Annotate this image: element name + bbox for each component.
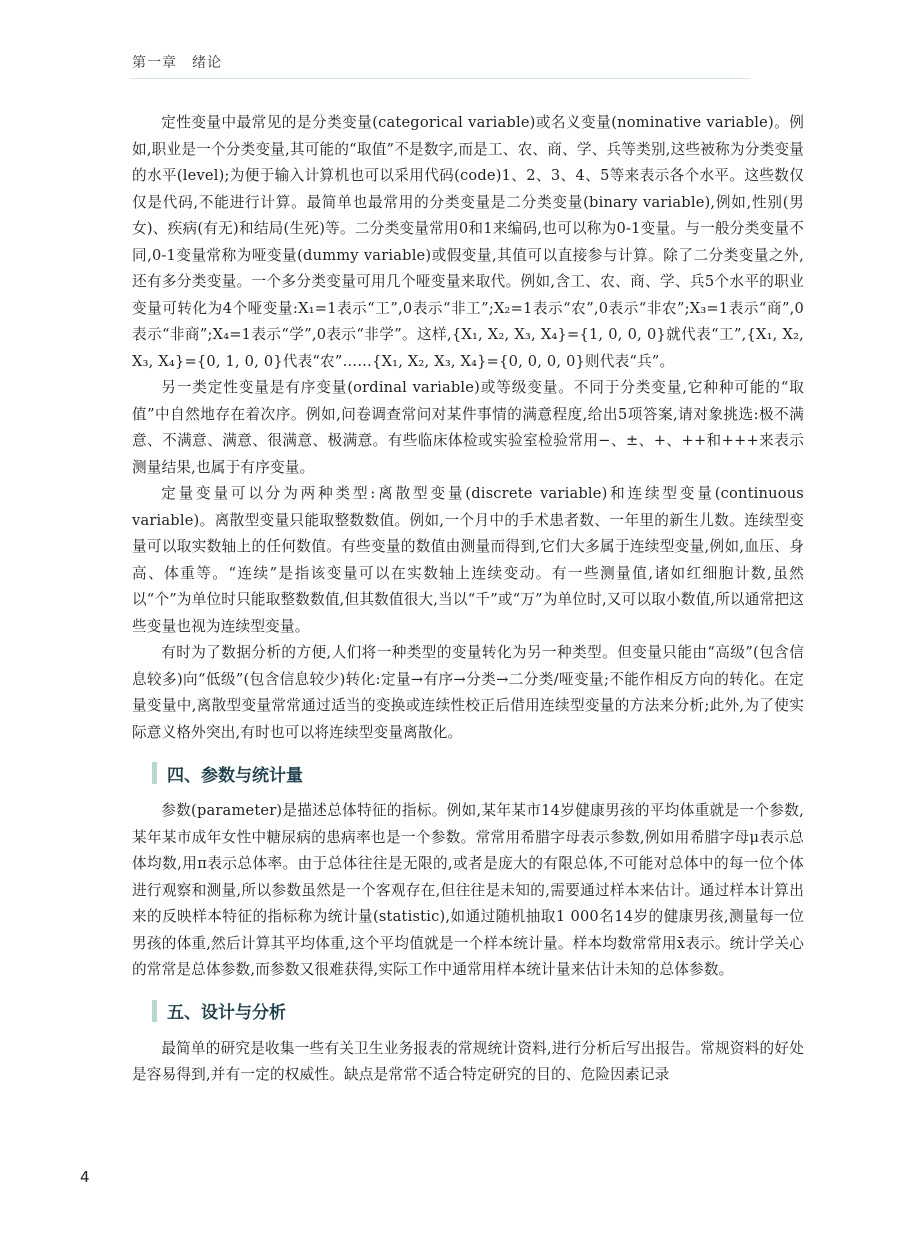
section-heading-design: [132, 996, 804, 1026]
section-heading-text: 四、参数与统计量: [167, 765, 303, 786]
page-number: 4: [80, 1168, 90, 1186]
header-rule: [130, 78, 750, 79]
paragraph-quantitative-variable: 定量变量可以分为两种类型:离散型变量(discrete variable)和连续型变量(continuous variable)。离散型变量只能取整数数值。例如,一个月中的手术患者数、一年里的新生儿数。连续型变量可以取实数轴上的任何数值。有些变量的数值由测量而得到,它们大多属于连续型变量,例如,血压、身高、体重等。“连续”是指该变量可以在实数轴上连续变动。有一些测量值,诸如红细胞计数,虽然以“个”为单位时只能取整数数值,但其数值很大,当以“千”或“万”为单位时,又可以取小数值,所以通常把这些变量也视为连续型变量。: [132, 485, 804, 635]
heading-accent-bar: [152, 762, 157, 784]
page-body: [132, 110, 804, 1089]
section-heading-parameters: [132, 758, 804, 788]
paragraph-categorical-variable: 定性变量中最常见的是分类变量(categorical variable)或名义变量(nominative variable)。例如,职业是一个分类变量,其可能的“取值”不是数字,而是工、农、商、学、兵等类别,这些被称为分类变量的水平(level);为便于输入计算机也可以采用代码(code)1、2、3、4、5等来表示各个水平。这些数仅仅是代码,不能进行计算。最简单也最常用的分类变量是二分类变量(binary variable),例如,性别(男女)、疾病(有无)和结局(生死)等。二分类变量常用0和1来编码,也可以称为0-1变量。与一般分类变量不同,0-1变量常称为哑变量(dummy variable)或假变量,其值可以直接参与计算。除了二分类变量之外,还有多分类变量。一个多分类变量可用几个哑变量来取代。例如,含工、农、商、学、兵5个水平的职业变量可转化为4个哑变量:X₁=1表示“工”,0表示“非工”;X₂=1表示“农”,0表示“非农”;X₃=1表示“商”,0表示“非商”;X₄=1表示“学”,0表示“非学”。这样,{X₁, X₂, X₃, X₄}={1, 0, 0, 0}就代表“工”,{X₁, X₂, X₃, X₄}={0, 1, 0, 0}代表“农”……{X₁, X₂, X₃, X₄}={0, 0, 0, 0}则代表“兵”。: [132, 114, 804, 370]
paragraph-ordinal-variable: 另一类定性变量是有序变量(ordinal variable)或等级变量。不同于分类变量,它种种可能的“取值”中自然地存在着次序。例如,问卷调查常问对某件事情的满意程度,给出5项答案,请对象挑选:极不满意、不满意、满意、很满意、极满意。有些临床体检或实验室检验常用−、±、+、++和+++来表示测量结果,也属于有序变量。: [132, 379, 804, 476]
heading-accent-bar: [152, 1000, 157, 1022]
section-heading-text: 五、设计与分析: [167, 1003, 286, 1023]
paragraph-parameter-statistic: 参数(parameter)是描述总体特征的指标。例如,某年某市14岁健康男孩的平均体重就是一个参数,某年某市成年女性中糖尿病的患病率也是一个参数。常常用希腊字母表示参数,例如用希腊字母μ表示总体均数,用π表示总体率。由于总体往往是无限的,或者是庞大的有限总体,不可能对总体中的每一位个体进行观察和测量,所以参数虽然是一个客观存在,但往往是未知的,需要通过样本来估计。通过样本计算出来的反映样本特征的指标称为统计量(statistic),如通过随机抽取1 000名14岁的健康男孩,测量每一位男孩的体重,然后计算其平均体重,这个平均值就是一个样本统计量。样本均数常常用x̄表示。统计学关心的常常是总体参数,而参数又很难获得,实际工作中通常用样本统计量来估计未知的总体参数。: [132, 802, 804, 978]
running-head: 第一章 绪论: [132, 55, 222, 71]
paragraph-design-analysis: 最简单的研究是收集一些有关卫生业务报表的常规统计资料,进行分析后写出报告。常规资料的好处是容易得到,并有一定的权威性。缺点是常常不适合特定研究的目的、危险因素记录: [132, 1039, 804, 1083]
paragraph-variable-conversion: 有时为了数据分析的方便,人们将一种类型的变量转化为另一种类型。但变量只能由“高级”(包含信息较多)向“低级”(包含信息较少)转化:定量→有序→分类→二分类/哑变量;不能作相反方向的转化。在定量变量中,离散型变量常常通过适当的变换或连续性校正后借用连续型变量的方法来分析;此外,为了使实际意义格外突出,有时也可以将连续型变量离散化。: [132, 644, 804, 741]
